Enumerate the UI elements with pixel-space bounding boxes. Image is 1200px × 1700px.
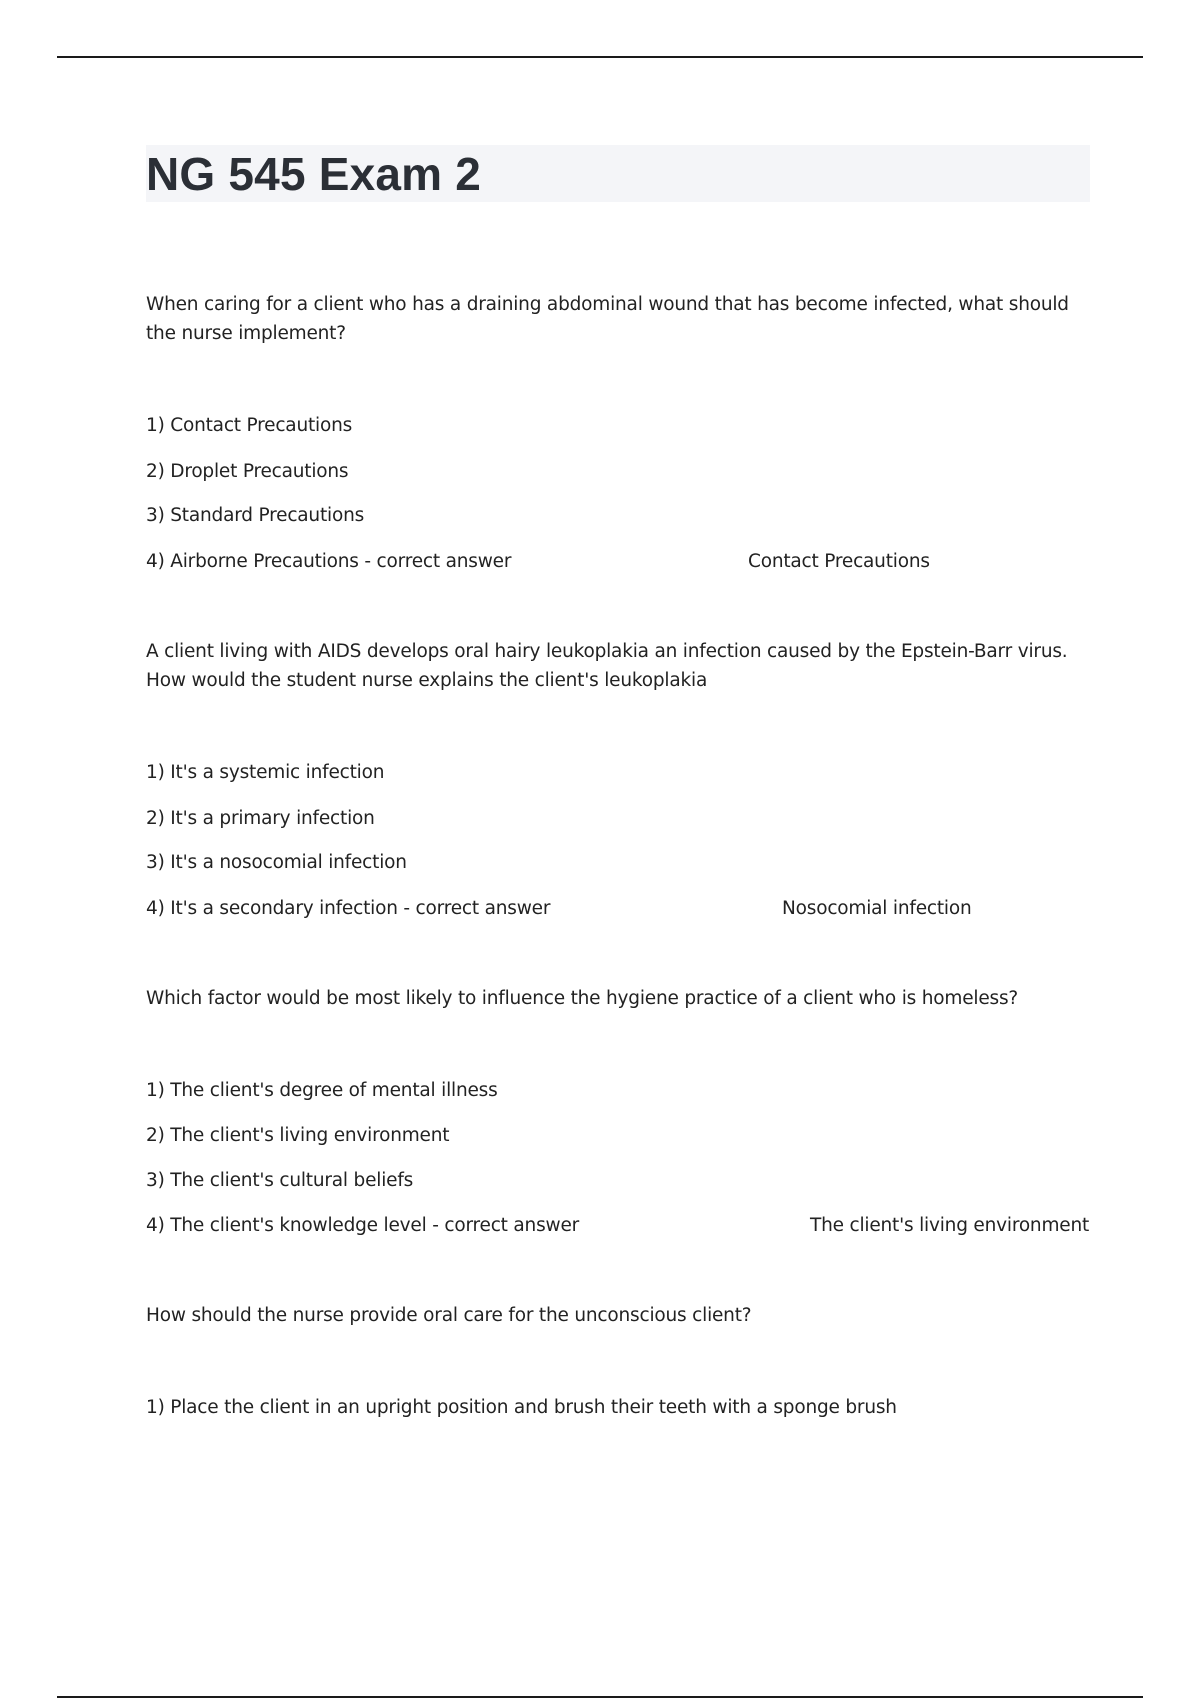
question-2-option-3: 3) It's a nosocomial infection <box>146 852 407 873</box>
question-1-option-4: 4) Airborne Precautions - correct answer <box>146 551 512 572</box>
question-1-option-3: 3) Standard Precautions <box>146 505 365 526</box>
question-4-text: How should the nurse provide oral care for the unconscious client? <box>146 1305 752 1326</box>
question-2-text: A client living with AIDS develops oral hairy leukoplakia an infection caused by the Epstein-Barr virus. How would the student nurse explains the client's leukoplakia <box>146 641 1068 691</box>
question-3-option-3: 3) The client's cultural beliefs <box>146 1170 414 1191</box>
question-3-answer: The client's living environment <box>810 1215 1090 1236</box>
question-4-option-1: 1) Place the client in an upright position and brush their teeth with a sponge brush <box>146 1397 897 1418</box>
page-title: NG 545 Exam 2 <box>146 148 482 200</box>
question-3-option-4: 4) The client's knowledge level - correct answer <box>146 1215 580 1236</box>
question-1-answer: Contact Precautions <box>748 551 930 572</box>
question-3-text: Which factor would be most likely to influence the hygiene practice of a client who is homeless? <box>146 988 1019 1009</box>
question-2-option-1: 1) It's a systemic infection <box>146 762 385 783</box>
question-1-option-1: 1) Contact Precautions <box>146 415 353 436</box>
question-2-answer: Nosocomial infection <box>782 898 972 919</box>
question-2-option-4: 4) It's a secondary infection - correct answer <box>146 898 551 919</box>
question-1-text: When caring for a client who has a draining abdominal wound that has become infected, what should the nurse implement? <box>146 294 1069 344</box>
question-3-option-2: 2) The client's living environment <box>146 1125 450 1146</box>
top-rule <box>57 56 1143 58</box>
question-3-option-1: 1) The client's degree of mental illness <box>146 1080 498 1101</box>
question-1-option-2: 2) Droplet Precautions <box>146 461 349 482</box>
bottom-rule <box>57 1696 1143 1698</box>
question-2-option-2: 2) It's a primary infection <box>146 808 375 829</box>
